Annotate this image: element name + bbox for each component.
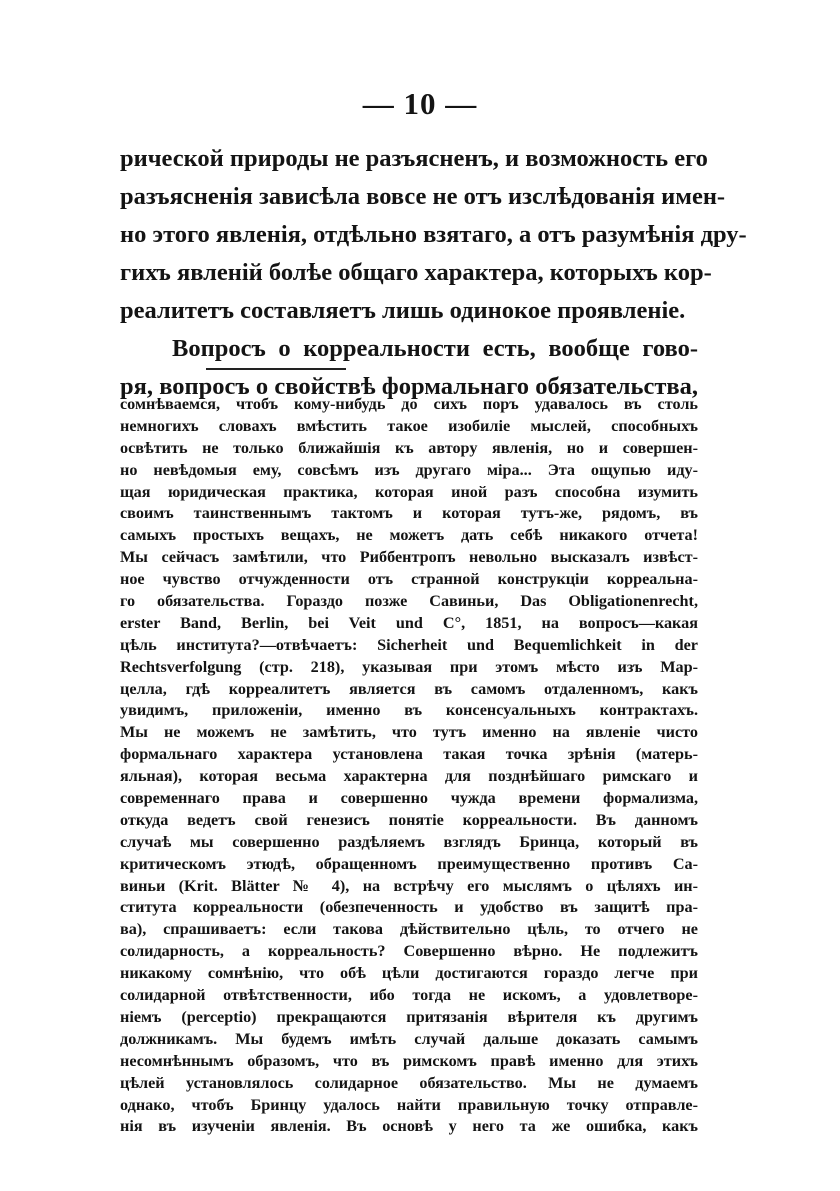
footnote-line: сомнѣваемся, чтобъ кому-нибудь до сихъ поръ удавалось въ столь <box>120 395 698 413</box>
footnote-line: формальнаго характера установлена такая точка зрѣнія (матерь- <box>120 745 698 764</box>
main-text-line: рической природы не разъясненъ, и возможность его <box>120 145 708 172</box>
footnote-line: erster Band, Berlin, bei Veit und C°, 1851, на вопросъ—какая <box>120 613 698 632</box>
footnote-line: солидарность, а корреальность? Совершенно вѣрно. Не подлежитъ <box>120 942 698 961</box>
footnote-line: немногихъ словахъ вмѣстить такое изобиліе мыслей, способныхъ <box>120 416 698 435</box>
footnote <box>120 394 698 1138</box>
footnote-line: го обязательства. Гораздо позже Савиньи, Das Obligationenrecht, <box>120 592 698 611</box>
main-text-line: ря, вопросъ о свойствѣ формальнаго обязательства, <box>120 373 698 400</box>
footnote-line: цѣль института?—отвѣчаетъ: Sicherheit und Bequemlichkeit in der <box>120 635 698 654</box>
footnote-line: самыхъ простыхъ вещахъ, не можетъ дать себѣ никакого отчета! <box>120 526 698 545</box>
footnote-separator <box>206 368 346 370</box>
footnote-line: откуда ведетъ свой генезисъ понятіе корреальности. Въ данномъ <box>120 810 698 829</box>
footnote-line: цѣлей установлялось солидарное обязательство. Мы не думаемъ <box>120 1073 698 1092</box>
footnote-line: несомнѣннымъ образомъ, что въ римскомъ правѣ именно для этихъ <box>120 1051 698 1070</box>
footnote-line: Rechtsverfolgung (стр. 218), указывая при этомъ мѣсто изъ Мар- <box>120 657 698 676</box>
footnote-line: ніемъ (perceptio) прекращаются притязанія вѣрителя къ другимъ <box>120 1007 698 1026</box>
footnote-line: случаѣ мы совершенно раздѣляемъ взглядъ Бринца, который въ <box>120 832 698 851</box>
page-number: — 10 — <box>362 86 478 121</box>
footnote-line: яльная), которая весьма характерна для позднѣйшаго римскаго и <box>120 767 698 786</box>
footnote-line: нія въ изученіи явленія. Въ основѣ у него та же ошибка, какъ <box>120 1117 698 1136</box>
main-text-line: реалитетъ составляетъ лишь одинокое проявленіе. <box>120 297 686 324</box>
footnote-line: никакому сомнѣнію, что обѣ цѣли достигаются гораздо легче при <box>120 964 698 983</box>
footnote-line: ное чувство отчужденности отъ странной конструкціи корреальна- <box>120 570 698 589</box>
footnote-line: должникамъ. Мы будемъ имѣть случай дальше доказать самымъ <box>120 1029 698 1048</box>
main-text-line: но этого явленія, отдѣльно взятаго, а отъ разумѣнія дру- <box>120 221 747 248</box>
main-text-line: Вопросъ о корреальности есть, вообще гово- <box>172 335 698 362</box>
footnote-line: ститута корреальности (обезпеченность и удобство въ защитѣ пра- <box>120 898 698 917</box>
footnote-line: освѣтить не только ближайшія къ автору явленія, но и совершен- <box>120 438 698 457</box>
footnote-line: современнаго права и совершенно чужда времени формализма, <box>120 789 698 808</box>
footnote-line: солидарной отвѣтственности, ибо тогда не искомъ, а удовлетворе- <box>120 986 698 1005</box>
footnote-line: щая юридическая практика, которая иной разъ способна изумить <box>120 482 698 501</box>
footnote-line: критическомъ этюдѣ, обращенномъ преимущественно противъ Са- <box>120 854 698 873</box>
footnote-line: Мы не можемъ не замѣтить, что тутъ именно на явленіе чисто <box>120 723 698 742</box>
footnote-line: ва), спрашиваетъ: если такова дѣйствительно цѣль, то отчего не <box>120 920 698 939</box>
main-text-line: разъясненія зависѣла вовсе не отъ изслѣдованія имен- <box>120 183 726 210</box>
footnote-line: однако, чтобъ Бринцу удалось найти правильную точку отправле- <box>120 1095 698 1114</box>
main-text-line: гихъ явленій болѣе общаго характера, которыхъ кор- <box>120 259 712 286</box>
footnote-line: целла, гдѣ корреалитетъ является въ самомъ отдаленномъ, какъ <box>120 679 698 698</box>
main-text <box>120 140 747 406</box>
footnote-line: увидимъ, приложеніи, именно въ консенсуальныхъ контрактахъ. <box>120 701 698 720</box>
footnote-line: своимъ таинственнымъ тактомъ и которая тутъ-же, рядомъ, въ <box>120 504 698 523</box>
footnote-line: виньи (Krit. Blätter № 4), на встрѣчу его мыслямъ о цѣляхъ ин- <box>120 876 698 895</box>
footnote-line: но невѣдомыя ему, совсѣмъ изъ другаго міра... Эта ощупью иду- <box>120 460 698 479</box>
footnote-line: Мы сейчасъ замѣтили, что Риббентропъ невольно высказалъ извѣст- <box>120 548 698 567</box>
